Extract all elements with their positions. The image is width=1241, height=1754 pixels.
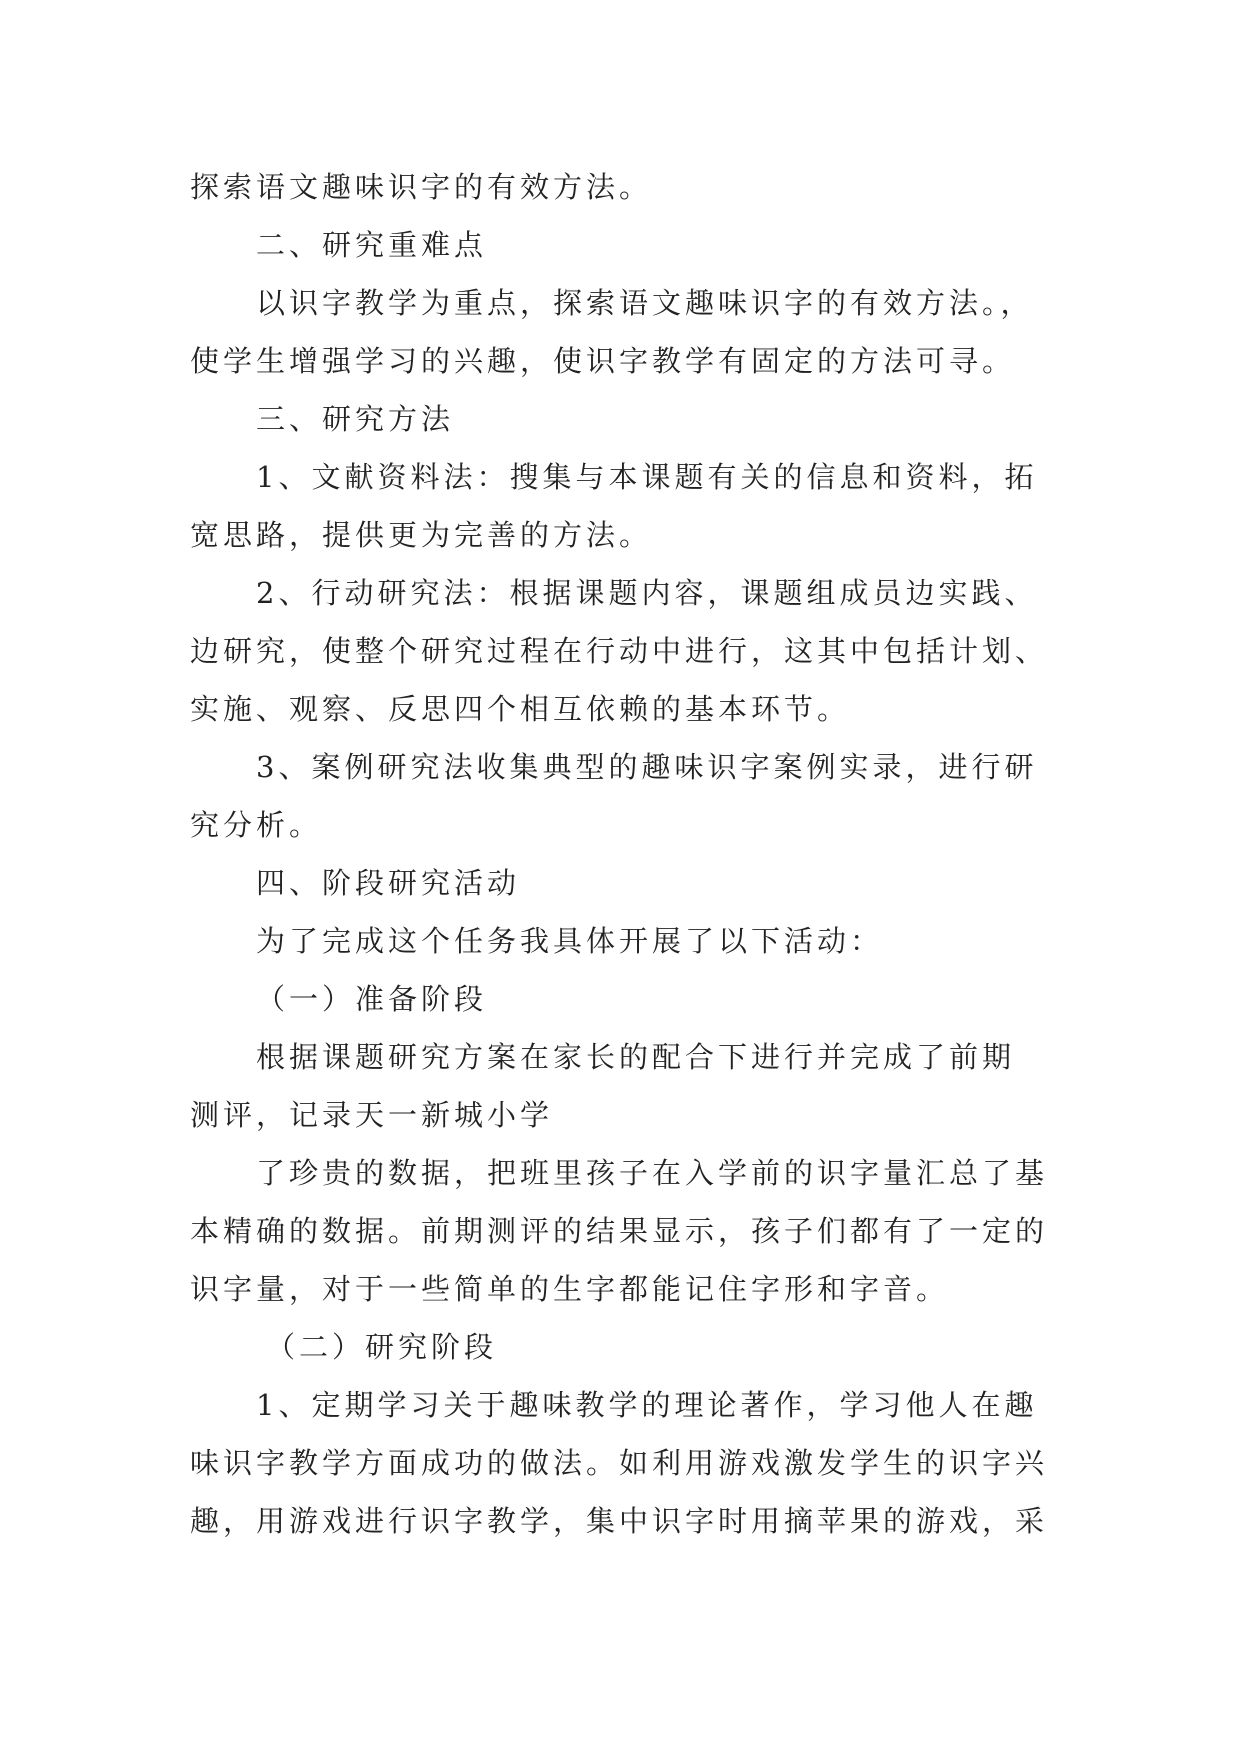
text-line: 实施、观察、反思四个相互依赖的基本环节。 [190,692,851,726]
text-line: 2、行动研究法：根据课题内容，课题组成员边实践、 [256,576,1038,610]
text-line: 1、定期学习关于趣味教学的理论著作，学习他人在趣 [256,1388,1038,1422]
subsection-heading: （二）研究阶段 [266,1330,498,1364]
text-line: 趣，用游戏进行识字教学，集中识字时用摘苹果的游戏，采 [190,1504,1049,1538]
text-line: 根据课题研究方案在家长的配合下进行并完成了前期 [256,1040,1016,1074]
text-line: 测评，记录天一新城小学 [190,1098,554,1132]
text-line: 使学生增强学习的兴趣，使识字教学有固定的方法可寻。 [190,344,1016,378]
text-line: 了珍贵的数据，把班里孩子在入学前的识字量汇总了基 [256,1156,1049,1190]
text-line: 边研究，使整个研究过程在行动中进行，这其中包括计划、 [190,634,1049,668]
text-line: 探索语文趣味识字的有效方法。 [190,170,653,204]
section-heading: 三、研究方法 [256,402,455,436]
subsection-heading: （一）准备阶段 [256,982,488,1016]
section-heading: 四、阶段研究活动 [256,866,521,900]
text-line: 究分析。 [190,808,323,842]
section-heading: 二、研究重难点 [256,228,488,262]
text-line: 1、文献资料法：搜集与本课题有关的信息和资料，拓 [256,460,1038,494]
text-line: 味识字教学方面成功的做法。如利用游戏激发学生的识字兴 [190,1446,1049,1480]
document-body [190,158,1070,1550]
text-line: 3、案例研究法收集典型的趣味识字案例实录，进行研 [256,750,1038,784]
text-line: 宽思路，提供更为完善的方法。 [190,518,653,552]
text-line: 本精确的数据。前期测评的结果显示，孩子们都有了一定的 [190,1214,1049,1248]
text-line: 识字量，对于一些简单的生字都能记住字形和字音。 [190,1272,950,1306]
text-line: 为了完成这个任务我具体开展了以下活动： [256,924,884,958]
text-line: 以识字教学为重点，探索语文趣味识字的有效方法。， [256,286,1034,320]
